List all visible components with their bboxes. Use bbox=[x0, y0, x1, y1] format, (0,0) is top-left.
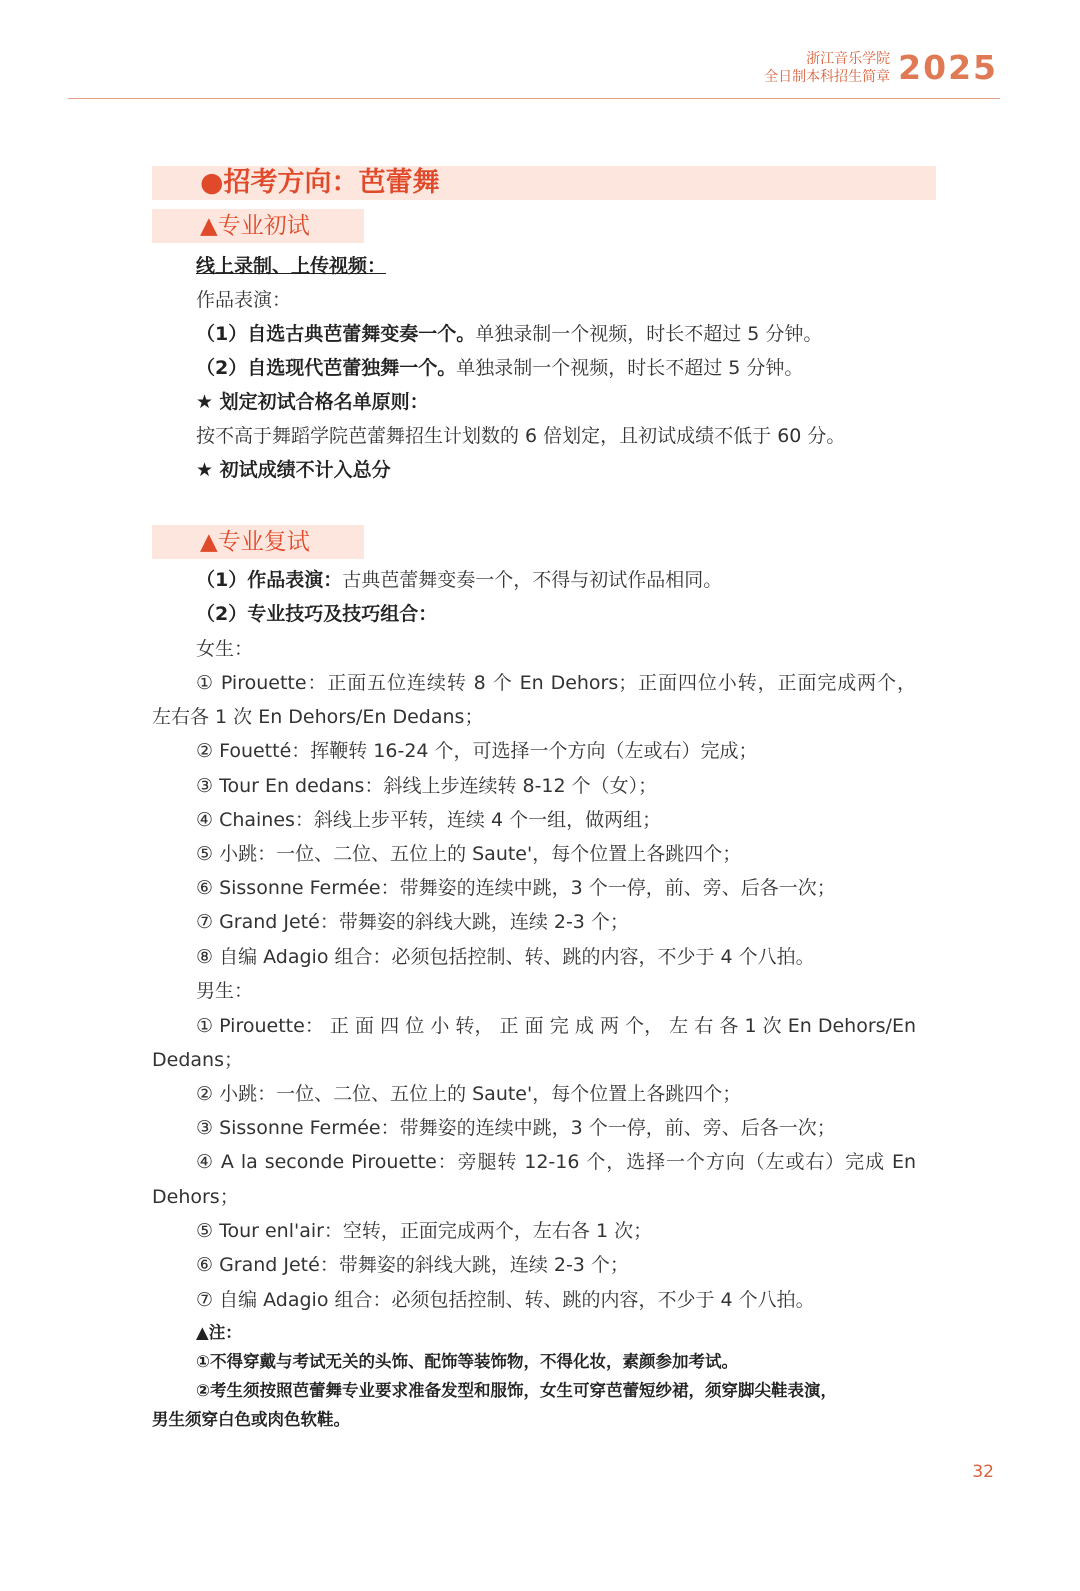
male-item-1-line-1: ① Pirouette： 正 面 四 位 小 转， 正 面 完 成 两 个， 左 右 各 1 次 En Dehors/En bbox=[196, 1015, 916, 1037]
section-title: ●招考方向：芭蕾舞 bbox=[200, 167, 440, 198]
prelim-title: ▲专业初试 bbox=[200, 213, 310, 239]
male-item-6: ⑥ Grand Jeté：带舞姿的斜线大跳，连续 2-3 个； bbox=[196, 1254, 629, 1276]
retest-item-2: （2）专业技巧及技巧组合： bbox=[196, 603, 438, 625]
male-label: 男生： bbox=[196, 980, 254, 1002]
not-counted-note: ★ 初试成绩不计入总分 bbox=[196, 459, 391, 481]
header-year: 2025 bbox=[898, 48, 998, 87]
prelim-item-2 bbox=[196, 355, 803, 381]
notes-heading: ▲注： bbox=[196, 1323, 242, 1342]
prelim-item-1-text: 单独录制一个视频，时长不超过 5 分钟。 bbox=[475, 323, 823, 345]
page-number: 32 bbox=[972, 1462, 994, 1482]
retest-item-1-text: 古典芭蕾舞变奏一个，不得与初试作品相同。 bbox=[342, 569, 723, 591]
header-text bbox=[764, 50, 890, 86]
qualify-rule-text: 按不高于舞蹈学院芭蕾舞招生计划数的 6 倍划定，且初试成绩不低于 60 分。 bbox=[196, 425, 846, 447]
female-item-1-line-2: 左右各 1 次 En Dehors/En Dedans； bbox=[152, 706, 484, 728]
retest-item-1-bold: （1）作品表演： bbox=[196, 569, 343, 591]
male-item-7: ⑦ 自编 Adagio 组合：必须包括控制、转、跳的内容，不少于 4 个八拍。 bbox=[196, 1289, 815, 1311]
male-item-4-line-1: ④ A la seconde Pirouette：旁腿转 12-16 个，选择一个方向（左或右）完成 En bbox=[196, 1151, 916, 1173]
retest-item-1 bbox=[196, 567, 722, 593]
prelim-item-2-text: 单独录制一个视频，时长不超过 5 分钟。 bbox=[456, 357, 804, 379]
female-item-4: ④ Chaines：斜线上步平转，连续 4 个一组，做两组； bbox=[196, 809, 662, 831]
prelim-item-1-bold: （1）自选古典芭蕾舞变奏一个。 bbox=[196, 323, 476, 345]
female-item-5: ⑤ 小跳：一位、二位、五位上的 Saute'，每个位置上各跳四个； bbox=[196, 843, 742, 865]
qualify-rule-heading: ★ 划定初试合格名单原则： bbox=[196, 391, 429, 413]
note-2-line-2: 男生须穿白色或肉色软鞋。 bbox=[152, 1410, 350, 1429]
brochure-subtitle: 全日制本科招生简章 bbox=[764, 69, 891, 85]
header-divider bbox=[68, 98, 1000, 99]
prelim-item-1 bbox=[196, 321, 822, 347]
male-item-4-line-2: Dehors； bbox=[152, 1186, 239, 1208]
prelim-item-2-bold: （2）自选现代芭蕾独舞一个。 bbox=[196, 357, 457, 379]
female-item-2: ② Fouetté：挥鞭转 16-24 个，可选择一个方向（左或右）完成； bbox=[196, 740, 758, 762]
male-item-5: ⑤ Tour enl'air：空转，正面完成两个，左右各 1 次； bbox=[196, 1220, 653, 1242]
male-item-1-line-2: Dedans； bbox=[152, 1049, 243, 1071]
female-item-8: ⑧ 自编 Adagio 组合：必须包括控制、转、跳的内容，不少于 4 个八拍。 bbox=[196, 946, 815, 968]
online-upload-heading: 线上录制、上传视频： bbox=[196, 255, 387, 277]
male-item-3: ③ Sissonne Fermée：带舞姿的连续中跳，3 个一停，前、旁、后各一次； bbox=[196, 1117, 836, 1139]
female-label: 女生： bbox=[196, 638, 254, 660]
retest-title: ▲专业复试 bbox=[200, 529, 310, 555]
school-name: 浙江音乐学院 bbox=[806, 51, 891, 67]
page-header bbox=[764, 50, 998, 86]
note-1: ①不得穿戴与考试无关的头饰、配饰等装饰物，不得化妆，素颜参加考试。 bbox=[196, 1352, 738, 1371]
female-item-1-line-1: ① Pirouette：正面五位连续转 8 个 En Dehors；正面四位小转，正面完成两个， bbox=[196, 672, 916, 694]
male-item-2: ② 小跳：一位、二位、五位上的 Saute'，每个位置上各跳四个； bbox=[196, 1083, 742, 1105]
female-item-7: ⑦ Grand Jeté：带舞姿的斜线大跳，连续 2-3 个； bbox=[196, 911, 629, 933]
female-item-6: ⑥ Sissonne Fermée：带舞姿的连续中跳，3 个一停，前、旁、后各一次； bbox=[196, 877, 836, 899]
note-2-line-1: ②考生须按照芭蕾舞专业要求准备发型和服饰，女生可穿芭蕾短纱裙，须穿脚尖鞋表演， bbox=[196, 1381, 837, 1400]
female-item-3: ③ Tour En dedans：斜线上步连续转 8-12 个（女）； bbox=[196, 775, 658, 797]
works-label: 作品表演： bbox=[196, 289, 292, 311]
